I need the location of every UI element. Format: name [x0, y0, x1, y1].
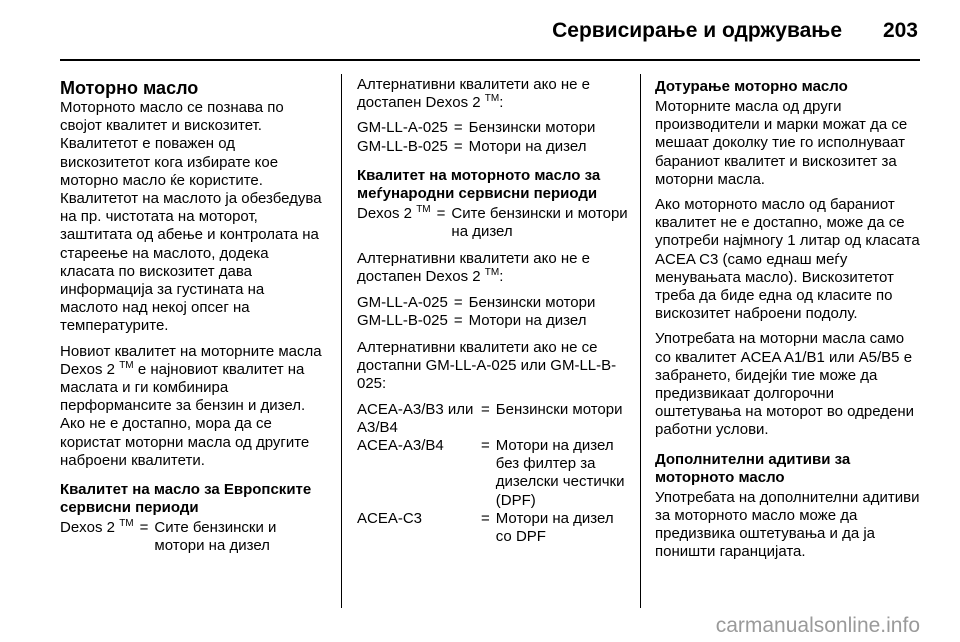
table-row [357, 510, 629, 546]
table-row [357, 205, 629, 241]
grade-cell: GM-LL-B-025 [357, 311, 448, 329]
column-divider-1 [341, 74, 342, 608]
equals-cell: = [481, 400, 490, 418]
equals-cell: = [453, 137, 463, 155]
equals-cell: = [453, 311, 463, 329]
use-cell: Сите бензински и мотори на дизел [451, 204, 628, 241]
topup-paragraph-3: Употребата на моторни масла само со квалитет ACEA A1/B1 или A5/B5 е забрането, бидејќи тие може да предизвикаат долгорочни оштетувања на моторот во одредени работни услови. [655, 330, 915, 439]
page-header [0, 0, 960, 60]
alt-quality-table-2 [357, 294, 595, 330]
column-3 [655, 76, 920, 568]
table-row [357, 119, 595, 137]
grade-cell: ACEA-A3/B4 [357, 437, 444, 455]
equals-cell: = [436, 204, 446, 222]
grade-cell: Dexos 2 ™ [357, 203, 431, 222]
column-divider-2 [640, 74, 641, 608]
use-cell: Мотори на дизел [468, 137, 587, 155]
intro-paragraph: Моторното масло се познава по својот квалитет и вискозитет. Квалитетот е поважен од вискозитетот кога избирате кое моторно масло ќе користите. Квалитетот на маслото ја обезбедува на пр. чистотата на моторот, заштитата од абење и контролата на стареење на маслото, додека класата по вискозитет дава информација за густината на маслото над некој опсег на температурите. [60, 99, 322, 335]
dexos-text-b: е најновиот квалитет на маслата и ги комбинира перформансите за бензин и дизел. Ако не е достапно, мора да се користат моторни масла од другите наброени квалитети. [60, 360, 310, 469]
intl-quality-heading: Квалитет на моторното масло за меѓународни сервисни периоди [357, 166, 601, 202]
grade-cell: ACEA-A3/B3 или A3/B4 [357, 400, 474, 436]
tm-mark: TM [119, 359, 134, 371]
section-title-engine-oil: Моторно масло [60, 78, 199, 98]
use-cell: Мотори на дизел без филтер за дизелски честички (DPF) [495, 437, 625, 509]
use-cell: Бензински мотори [468, 293, 596, 311]
use-cell: Мотори на дизел со DPF [495, 509, 614, 546]
eu-quality-table [60, 519, 326, 555]
header-divider [60, 59, 920, 61]
grade-cell: GM-LL-A-025 [357, 293, 448, 311]
acea-table [357, 401, 629, 547]
table-row [60, 519, 326, 555]
equals-cell: = [139, 519, 149, 537]
equals-cell: = [481, 509, 490, 527]
grade-cell: ACEA-C3 [357, 509, 423, 527]
alt-quality-paragraph-2: Алтернативни квалитети ако не е достапен Dexos 2 ™: [357, 250, 591, 286]
topup-paragraph-2: Ако моторното масло од бараниот квалитет не е достапно, може да се употреби најмногу 1 литар од класата ACEA C3 (само еднаш меѓу менувањата масло). Вискозитетот треба да биде една од класите по вискозитет наброени подолу. [655, 196, 920, 323]
table-row [357, 401, 629, 437]
alt-quality-table-1 [357, 119, 595, 155]
grade-cell: GM-LL-B-025 [357, 137, 448, 155]
column-1 [60, 76, 326, 564]
column-2 [357, 76, 629, 555]
use-cell: Бензински мотори [468, 119, 596, 137]
additives-heading: Дополнителни адитиви за моторното масло [655, 450, 851, 486]
topup-paragraph-1: Моторните масла од други производители и марки можат да се мешаат доколку тие го исполнуваат бараниот квалитет и вискозитет за моторни масла. [655, 98, 908, 188]
header-title: Сервисирање и одржување [552, 19, 842, 42]
grade-cell: GM-LL-A-025 [357, 119, 448, 137]
table-row [357, 294, 595, 312]
intl-quality-table [357, 205, 629, 241]
alt-quality-paragraph-1: Алтернативни квалитети ако не е достапен Dexos 2 ™: [357, 76, 591, 112]
table-row [357, 312, 595, 330]
topup-heading: Дотурање моторно масло [655, 78, 848, 95]
dexos-text-a: Новиот квалитет на моторните масла Dexos 2 [60, 342, 322, 378]
additives-paragraph: Употребата на дополнителни адитиви за моторното масло може да предизвика оштетувања и да ја поништи гаранцијата. [655, 488, 920, 561]
grade-cell: Dexos 2 ™ [60, 518, 134, 537]
alt-quality-paragraph-3: Алтернативни квалитети ако не се достапни GM-LL-A-025 или GM-LL-B-025: [357, 339, 617, 393]
equals-cell: = [481, 437, 490, 455]
use-cell: Мотори на дизел [468, 311, 587, 329]
dexos-paragraph [60, 343, 326, 470]
watermark: carmanualsonline.info [715, 614, 920, 637]
page-number: 203 [882, 19, 918, 42]
use-cell: Сите бензински и мотори на дизел [154, 519, 277, 555]
table-row [357, 437, 629, 510]
equals-cell: = [453, 293, 463, 311]
table-row [357, 138, 595, 156]
equals-cell: = [453, 119, 463, 137]
eu-quality-heading: Квалитет на масло за Европските сервисни периоди [60, 481, 312, 517]
use-cell: Бензински мотори [495, 400, 623, 418]
